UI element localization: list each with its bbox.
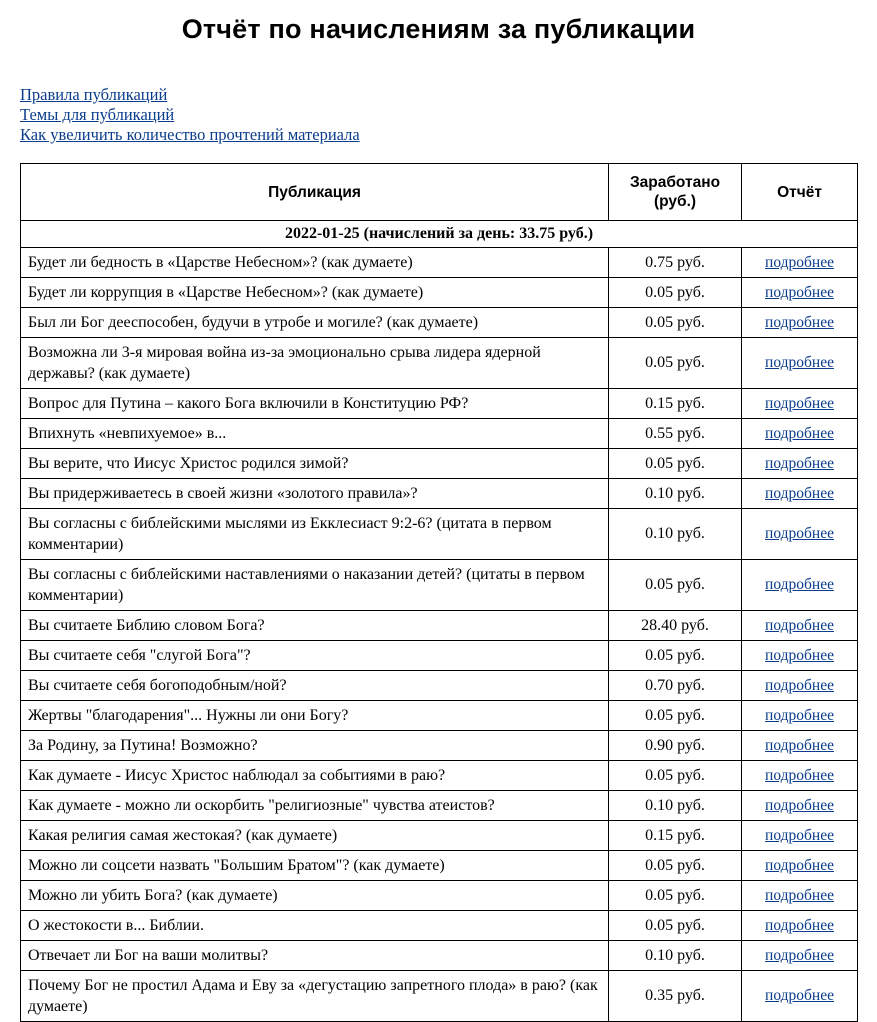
report-details-link[interactable]: подробнее — [765, 766, 834, 784]
earned-amount: 28.40 руб. — [609, 611, 742, 641]
publication-title: Вы верите, что Иисус Христос родился зимой? — [21, 449, 609, 479]
publication-title: Вы придерживаетесь в своей жизни «золотого правила»? — [21, 479, 609, 509]
column-header-earned-line2: (руб.) — [653, 193, 697, 210]
table-row — [21, 509, 858, 560]
report-cell — [742, 701, 858, 731]
earned-amount: 0.05 руб. — [609, 641, 742, 671]
earned-amount: 0.90 руб. — [609, 731, 742, 761]
publication-title: Как думаете - Иисус Христос наблюдал за событиями в раю? — [21, 761, 609, 791]
table-row — [21, 389, 858, 419]
earned-amount: 0.55 руб. — [609, 419, 742, 449]
earned-amount: 0.05 руб. — [609, 881, 742, 911]
page-title: Отчёт по начислениям за публикации — [181, 14, 696, 44]
report-cell — [742, 611, 858, 641]
report-details-link[interactable]: подробнее — [765, 646, 834, 664]
table-row — [21, 278, 858, 308]
table-header-row — [21, 164, 858, 221]
table-body — [21, 221, 858, 1022]
publication-title: Вы считаете себя "слугой Бога"? — [21, 641, 609, 671]
report-details-link[interactable]: подробнее — [765, 987, 834, 1004]
report-cell — [742, 671, 858, 701]
earned-amount: 0.10 руб. — [609, 941, 742, 971]
report-cell — [742, 641, 858, 671]
report-details-link[interactable]: подробнее — [765, 886, 834, 904]
earned-amount: 0.05 руб. — [609, 701, 742, 731]
publication-title: Был ли Бог дееспособен, будучи в утробе и могиле? (как думаете) — [21, 308, 609, 338]
report-cell — [742, 791, 858, 821]
publication-title: Впихнуть «невпихуемое» в... — [21, 419, 609, 449]
report-page — [0, 8, 877, 1022]
report-details-link[interactable]: подробнее — [765, 313, 834, 331]
column-header-earned-line1: Заработано — [629, 174, 721, 191]
earned-amount: 0.35 руб. — [609, 971, 742, 1022]
publication-title: Вопрос для Путина – какого Бога включили в Конституцию РФ? — [21, 389, 609, 419]
publication-title: Возможна ли 3-я мировая война из-за эмоционально срыва лидера ядерной державы? (как думаете) — [21, 338, 609, 389]
publication-title: Как думаете - можно ли оскорбить "религиозные" чувства атеистов? — [21, 791, 609, 821]
report-details-link[interactable]: подробнее — [765, 283, 834, 301]
earned-amount: 0.05 руб. — [609, 449, 742, 479]
report-cell — [742, 941, 858, 971]
report-details-link[interactable]: подробнее — [765, 796, 834, 814]
report-cell — [742, 248, 858, 278]
publication-title: Жертвы "благодарения"... Нужны ли они Богу? — [21, 701, 609, 731]
publication-title: Вы считаете Библию словом Бога? — [21, 611, 609, 641]
report-details-link[interactable]: подробнее — [765, 424, 834, 442]
report-details-link[interactable]: подробнее — [765, 916, 834, 934]
link-increase-reads[interactable]: Как увеличить количество прочтений материала — [20, 125, 360, 144]
table-row — [21, 941, 858, 971]
column-header-publication: Публикация — [21, 164, 609, 221]
table-row — [21, 911, 858, 941]
publication-title: Какая религия самая жестокая? (как думаете) — [21, 821, 609, 851]
table-row — [21, 701, 858, 731]
publication-title: Вы согласны с библейскими мыслями из Екклесиаст 9:2-6? (цитата в первом комментарии) — [21, 509, 609, 560]
info-links — [20, 85, 857, 145]
publication-title: О жестокости в... Библии. — [21, 911, 609, 941]
table-row — [21, 611, 858, 641]
report-cell — [742, 389, 858, 419]
table-row — [21, 791, 858, 821]
report-cell — [742, 851, 858, 881]
table-row — [21, 449, 858, 479]
report-cell — [742, 731, 858, 761]
earned-amount: 0.05 руб. — [609, 761, 742, 791]
table-row — [21, 881, 858, 911]
report-cell — [742, 509, 858, 560]
publication-title: За Родину, за Путина! Возможно? — [21, 731, 609, 761]
publication-title: Будет ли бедность в «Царстве Небесном»? (как думаете) — [21, 248, 609, 278]
report-details-link[interactable]: подробнее — [765, 484, 834, 502]
report-cell — [742, 308, 858, 338]
publication-title: Вы согласны с библейскими наставлениями о наказании детей? (цитаты в первом комментарии) — [21, 560, 609, 611]
table-row — [21, 971, 858, 1022]
publication-title: Почему Бог не простил Адама и Еву за «дегустацию запретного плода» в раю? (как думаете) — [21, 971, 609, 1022]
day-group-label: 2022-01-25 (начислений за день: 33.75 руб.) — [21, 221, 858, 248]
table-row — [21, 671, 858, 701]
earned-amount: 0.10 руб. — [609, 509, 742, 560]
report-details-link[interactable]: подробнее — [765, 706, 834, 724]
column-header-earned — [609, 164, 742, 221]
report-details-link[interactable]: подробнее — [765, 826, 834, 844]
column-header-report: Отчёт — [742, 164, 858, 221]
table-row — [21, 419, 858, 449]
earned-amount: 0.05 руб. — [609, 560, 742, 611]
publication-title: Можно ли убить Бога? (как думаете) — [21, 881, 609, 911]
report-cell — [742, 881, 858, 911]
earned-amount: 0.05 руб. — [609, 911, 742, 941]
table-row — [21, 479, 858, 509]
earned-amount: 0.05 руб. — [609, 308, 742, 338]
table-row — [21, 641, 858, 671]
earnings-table — [20, 163, 858, 1022]
report-details-link[interactable]: подробнее — [765, 525, 834, 542]
earned-amount: 0.10 руб. — [609, 791, 742, 821]
report-details-link[interactable]: подробнее — [765, 454, 834, 472]
link-publication-topics[interactable]: Темы для публикаций — [20, 105, 175, 124]
report-cell — [742, 419, 858, 449]
earned-amount: 0.05 руб. — [609, 278, 742, 308]
earned-amount: 0.15 руб. — [609, 389, 742, 419]
report-details-link[interactable]: подробнее — [765, 676, 834, 694]
report-details-link[interactable]: подробнее — [765, 736, 834, 754]
earned-amount: 0.75 руб. — [609, 248, 742, 278]
report-cell — [742, 338, 858, 389]
report-cell — [742, 560, 858, 611]
report-details-link[interactable]: подробнее — [765, 576, 834, 593]
report-cell — [742, 821, 858, 851]
table-row — [21, 338, 858, 389]
report-details-link[interactable]: подробнее — [765, 394, 834, 412]
report-cell — [742, 971, 858, 1022]
table-row — [21, 821, 858, 851]
report-cell — [742, 449, 858, 479]
publication-title: Вы считаете себя богоподобным/ной? — [21, 671, 609, 701]
report-cell — [742, 479, 858, 509]
publication-title: Можно ли соцсети назвать "Большим Братом"? (как думаете) — [21, 851, 609, 881]
report-details-link[interactable]: подробнее — [765, 253, 834, 271]
report-details-link[interactable]: подробнее — [765, 616, 834, 634]
earned-amount: 0.10 руб. — [609, 479, 742, 509]
table-row — [21, 560, 858, 611]
report-details-link[interactable]: подробнее — [765, 856, 834, 874]
table-row — [21, 761, 858, 791]
earned-amount: 0.05 руб. — [609, 338, 742, 389]
earned-amount: 0.70 руб. — [609, 671, 742, 701]
table-header — [21, 164, 858, 221]
report-details-link[interactable]: подробнее — [765, 354, 834, 371]
day-group-row — [21, 221, 858, 248]
earned-amount: 0.05 руб. — [609, 851, 742, 881]
table-row — [21, 248, 858, 278]
report-cell — [742, 911, 858, 941]
report-cell — [742, 761, 858, 791]
publication-title: Отвечает ли Бог на ваши молитвы? — [21, 941, 609, 971]
earned-amount: 0.15 руб. — [609, 821, 742, 851]
report-cell — [742, 278, 858, 308]
publication-title: Будет ли коррупция в «Царстве Небесном»? (как думаете) — [21, 278, 609, 308]
link-publication-rules[interactable]: Правила публикаций — [20, 85, 168, 104]
table-row — [21, 308, 858, 338]
table-row — [21, 731, 858, 761]
report-details-link[interactable]: подробнее — [765, 946, 834, 964]
table-row — [21, 851, 858, 881]
